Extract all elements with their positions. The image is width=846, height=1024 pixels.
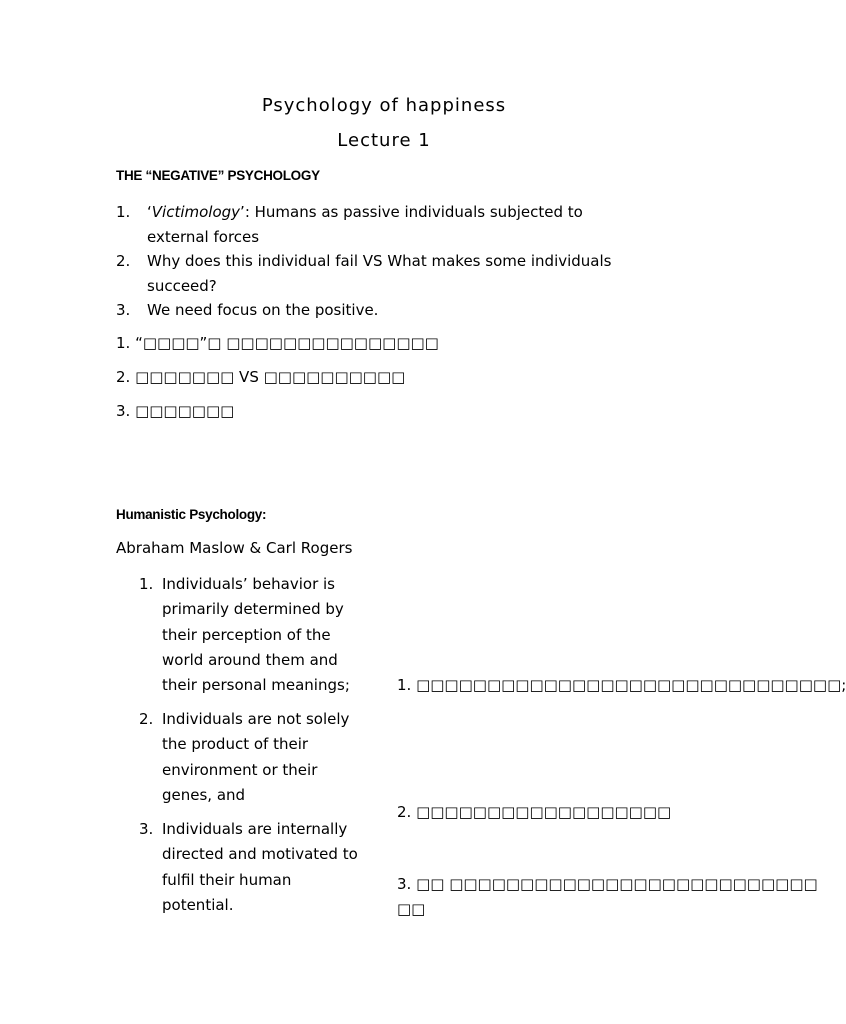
- list-number: 1.: [116, 203, 131, 221]
- list-item-text: Individuals are internally directed and motivated to fulfil their human potential.: [162, 820, 358, 914]
- translation-line: 2. □□□□□□□□□□□□□□□□□□: [397, 803, 672, 821]
- list-number: 1.: [139, 575, 154, 593]
- section-heading-humanistic-psychology: Humanistic Psychology:: [116, 507, 267, 522]
- list-item-text: Individuals are not solely the product of their environment or their genes, and: [162, 710, 350, 804]
- list-number: 2.: [116, 252, 131, 270]
- list-item-text: We need focus on the positive.: [147, 301, 379, 319]
- translation-line: 3. □□□□□□□: [116, 402, 235, 420]
- list-item-text: ‘Victimology’: Humans as passive individuals subjected to external forces: [147, 203, 583, 246]
- document-title: Psychology of happiness: [261, 95, 507, 116]
- list-number: 2.: [139, 710, 154, 728]
- victimology-term: Victimology: [151, 203, 241, 221]
- list-item-text: Why does this individual fail VS What makes some individuals succeed?: [147, 252, 612, 295]
- list-item-text: Individuals’ behavior is primarily determined by their perception of the world around them and their personal meanings;: [162, 575, 350, 695]
- section-heading-negative-psychology: THE “NEGATIVE” PSYCHOLOGY: [116, 168, 320, 183]
- translation-line: 3. □□ □□□□□□□□□□□□□□□□□□□□□□□□□□ □□: [397, 875, 818, 918]
- document-subtitle: Lecture 1: [337, 130, 431, 151]
- authors-line: Abraham Maslow & Carl Rogers: [116, 539, 353, 557]
- list-number: 3.: [139, 820, 154, 838]
- list-number: 3.: [116, 301, 131, 319]
- translation-line: 2. □□□□□□□ VS □□□□□□□□□□: [116, 368, 406, 386]
- translation-line: 1. □□□□□□□□□□□□□□□□□□□□□□□□□□□□□□;: [397, 676, 846, 694]
- translation-line: 1. “□□□□”□ □□□□□□□□□□□□□□□: [116, 334, 439, 352]
